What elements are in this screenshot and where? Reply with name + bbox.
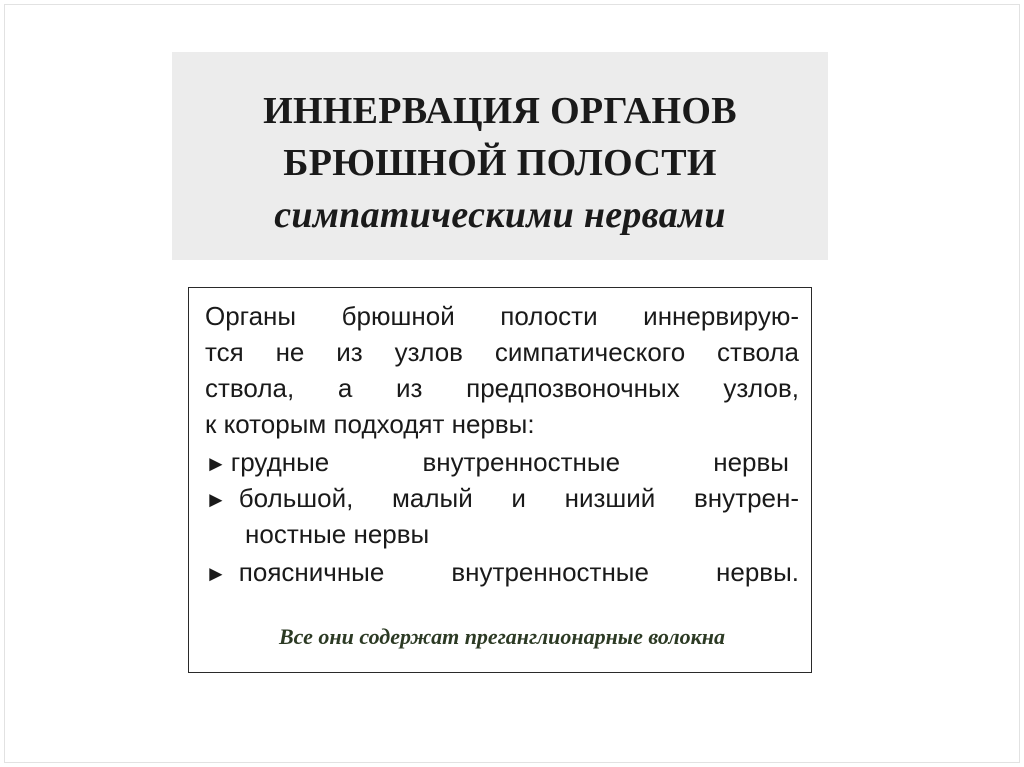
bullet-arrow-icon: ► [205,561,227,586]
body-line-3: ствола, а из предпозвоночных узлов, [205,373,799,403]
title-line-1: ИННЕРВАЦИЯ ОРГАНОВ [263,90,737,132]
content-box [188,287,812,673]
bullet-item-1 [205,444,789,482]
bullet-text-2: большой, малый и низший внутрен- [238,483,799,513]
body-line-4: к которым подходят нервы: [205,409,535,439]
bullet-item-3 [205,554,799,592]
bullet-text-1: грудные внутренностные нервы [230,447,789,477]
title-box [172,52,828,260]
title-line-2: БРЮШНОЙ ПОЛОСТИ [283,142,717,184]
body-line-2: тся не из узлов симпатического ствола [205,337,799,367]
bullet-arrow-icon: ► [205,487,227,512]
bullet-text-3: поясничные внутренностные нервы. [238,557,799,587]
bullet-text-2-continued: ностные нервы [245,519,430,549]
title-subtitle: симпатическими нервами [274,194,726,236]
bullet-arrow-icon: ► [205,451,227,476]
body-line-1: Органы брюшной полости иннервирую- [205,301,799,331]
summary-note: Все они содержат преганглионарные волокна [279,624,725,649]
bullet-item-2 [205,480,799,518]
